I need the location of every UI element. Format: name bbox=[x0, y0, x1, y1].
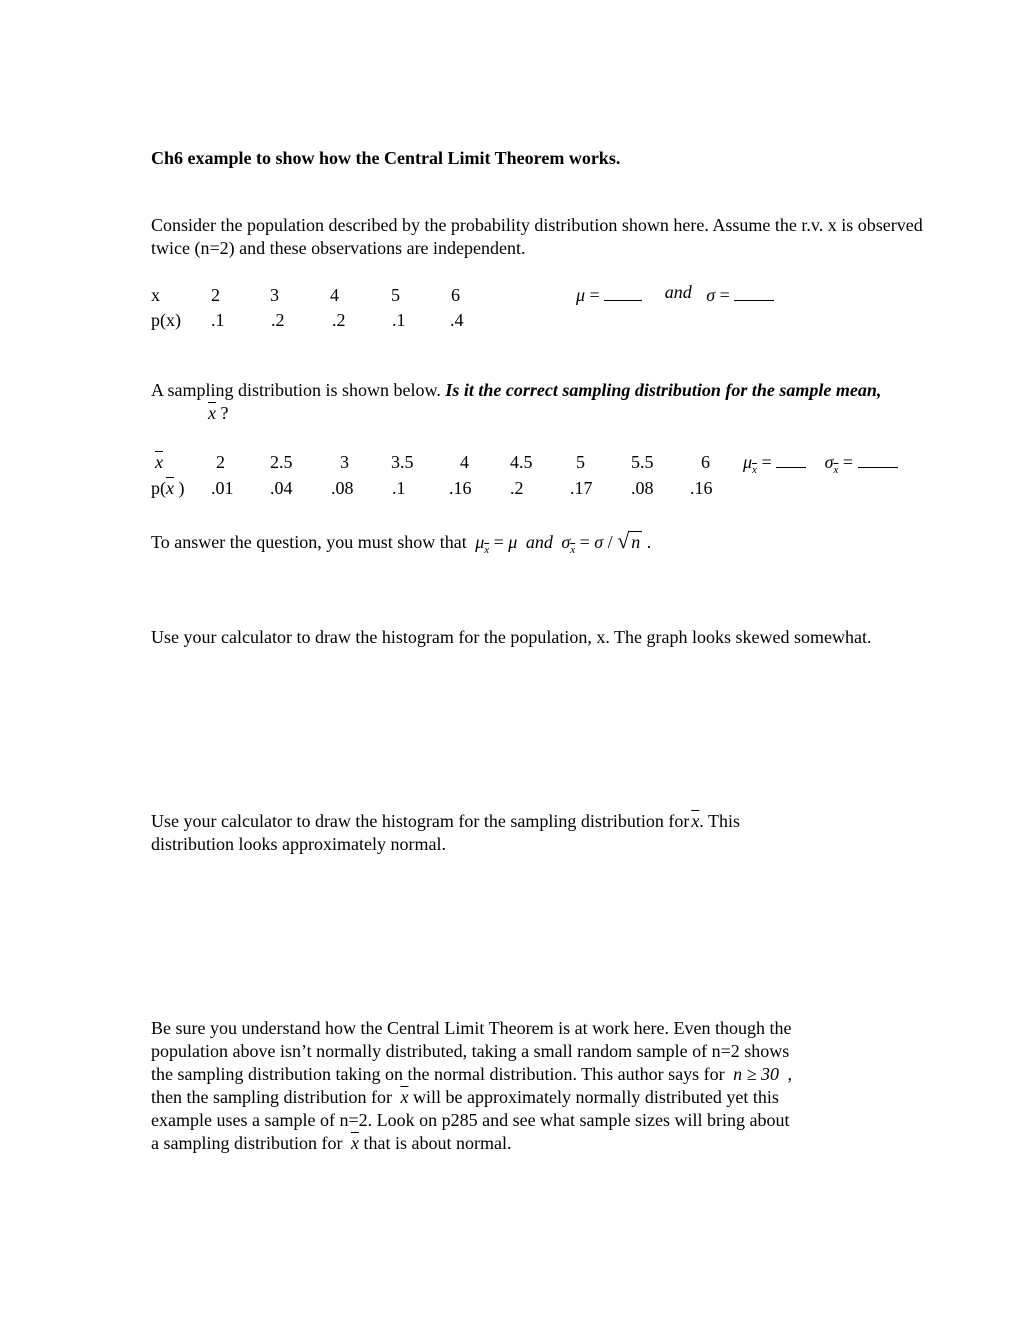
xbar-value: 3.5 bbox=[391, 452, 414, 472]
xbar-value: 4 bbox=[460, 452, 469, 472]
xbar-value: 5 bbox=[576, 452, 585, 472]
x-label: x bbox=[151, 285, 160, 305]
slash: / bbox=[607, 532, 613, 552]
p-xbar-value: .1 bbox=[392, 478, 406, 498]
p-xbar-value: .16 bbox=[449, 478, 472, 498]
equals: = bbox=[719, 285, 730, 305]
x-value: 2 bbox=[211, 285, 220, 305]
calc-instruction-sampling-line1: Use your calculator to draw the histogram for the sampling distribution for $\overline{x}$. This bbox=[151, 811, 741, 831]
xbar-subscript: x bbox=[752, 464, 757, 476]
mu-symbol: μ bbox=[508, 532, 518, 552]
p-xbar-value: .2 bbox=[510, 478, 524, 498]
p-xbar-value: .01 bbox=[211, 478, 234, 498]
xbar-symbol: $\overline{x}$ bbox=[166, 478, 174, 498]
p-label: p(x) bbox=[151, 310, 181, 330]
sampling-x-row bbox=[151, 451, 714, 474]
n-symbol: n bbox=[631, 532, 641, 552]
xbar-symbol: $\overline{x}$ bbox=[691, 811, 700, 831]
xbar-subscript: x bbox=[484, 544, 490, 556]
population-params bbox=[576, 284, 774, 307]
clt-line: then the sampling distribution for $\overline{x}$ will be approximately normally distributed yet this bbox=[151, 1087, 779, 1107]
xbar-value: 2.5 bbox=[270, 452, 293, 472]
and-word: and bbox=[664, 282, 692, 302]
mu-xbar-blank bbox=[776, 451, 806, 468]
sigma-symbol: σ bbox=[824, 452, 834, 472]
x-value: 6 bbox=[451, 285, 460, 305]
xbar-subscript: x bbox=[570, 544, 576, 556]
p-value: .2 bbox=[332, 310, 346, 330]
sampling-intro-plain: A sampling distribution is shown below. bbox=[151, 380, 446, 400]
and-word: and bbox=[525, 532, 553, 552]
sigma-symbol: σ bbox=[706, 285, 716, 305]
x-value: 4 bbox=[330, 285, 339, 305]
xbar-symbol: $\overline{x}$ bbox=[350, 1133, 359, 1153]
sigma-blank bbox=[734, 284, 774, 301]
population-p-row bbox=[151, 309, 951, 332]
sampling-p-row bbox=[151, 477, 951, 500]
p-xbar-value: .16 bbox=[690, 478, 713, 498]
sampling-intro-question: Is it the correct sampling distribution for the sample mean, bbox=[445, 380, 882, 400]
sigma-symbol: σ bbox=[594, 532, 604, 552]
equals: = bbox=[761, 452, 772, 472]
x-value: 3 bbox=[270, 285, 279, 305]
mu-blank bbox=[604, 284, 642, 301]
p-xbar-value: .08 bbox=[331, 478, 354, 498]
xbar-value: 4.5 bbox=[510, 452, 533, 472]
calc-instruction-sampling-line2: distribution looks approximately normal. bbox=[151, 834, 446, 854]
sigma-xbar-blank bbox=[858, 451, 898, 468]
xbar-value: 3 bbox=[340, 452, 349, 472]
calc-instruction-population: Use your calculator to draw the histogram for the population, x. The graph looks skewed somewhat. bbox=[151, 627, 872, 647]
clt-line: Be sure you understand how the Central Limit Theorem is at work here. Even though the bbox=[151, 1018, 792, 1038]
xbar-label: x bbox=[155, 452, 163, 472]
equals: = bbox=[493, 532, 504, 552]
sigma-symbol: σ bbox=[561, 532, 571, 552]
p-value: .4 bbox=[450, 310, 464, 330]
equals: = bbox=[579, 532, 590, 552]
sampling-intro-line2 bbox=[208, 402, 229, 425]
intro-paragraph: Consider the population described by the probability distribution shown here. Assume the r.v. x is observed twice (n=2) and these observations are independent. bbox=[151, 215, 923, 258]
answer-line bbox=[151, 529, 651, 557]
sampling-intro-line1 bbox=[151, 379, 881, 402]
p-value: .1 bbox=[392, 310, 406, 330]
clt-line: population above isn’t normally distributed, taking a small random sample of n=2 shows bbox=[151, 1041, 790, 1061]
p-value: .1 bbox=[211, 310, 225, 330]
p-xbar-value: .04 bbox=[270, 478, 293, 498]
xbar-value: 6 bbox=[701, 452, 710, 472]
xbar-symbol: $\overline{x}$ bbox=[208, 403, 216, 423]
n-condition: n ≥ 30 bbox=[733, 1064, 779, 1084]
x-value: 5 bbox=[391, 285, 400, 305]
clt-line: example uses a sample of n=2. Look on p285 and see what sample sizes will bring about bbox=[151, 1110, 790, 1130]
period: . bbox=[646, 532, 652, 552]
clt-line: the sampling distribution taking on the normal distribution. This author says for n ≥ 30 , bbox=[151, 1064, 792, 1084]
p-value: .2 bbox=[271, 310, 285, 330]
xbar-value: 5.5 bbox=[631, 452, 654, 472]
population-x-row bbox=[151, 284, 461, 307]
question-mark: ? bbox=[220, 403, 229, 423]
page-title: Ch6 example to show how the Central Limit Theorem works. bbox=[151, 148, 621, 168]
xbar-value: 2 bbox=[216, 452, 225, 472]
answer-text: To answer the question, you must show that bbox=[151, 532, 467, 552]
p-xbar-value: .17 bbox=[570, 478, 593, 498]
equals: = bbox=[842, 452, 854, 472]
p-xbar-value: .08 bbox=[631, 478, 654, 498]
sampling-params bbox=[743, 451, 898, 477]
mu-symbol: μ bbox=[475, 532, 485, 552]
xbar-symbol: $\overline{x}$ bbox=[400, 1087, 409, 1107]
mu-symbol: μ bbox=[576, 285, 586, 305]
xbar-subscript: x bbox=[833, 464, 839, 476]
clt-line: a sampling distribution for $\overline{x}$ that is about normal. bbox=[151, 1133, 512, 1153]
equals: = bbox=[589, 285, 600, 305]
p-xbar-label: $p(\overline{x}$ ) bbox=[151, 478, 185, 498]
sqrt-icon: √ bbox=[617, 528, 630, 553]
mu-symbol: μ bbox=[743, 452, 753, 472]
